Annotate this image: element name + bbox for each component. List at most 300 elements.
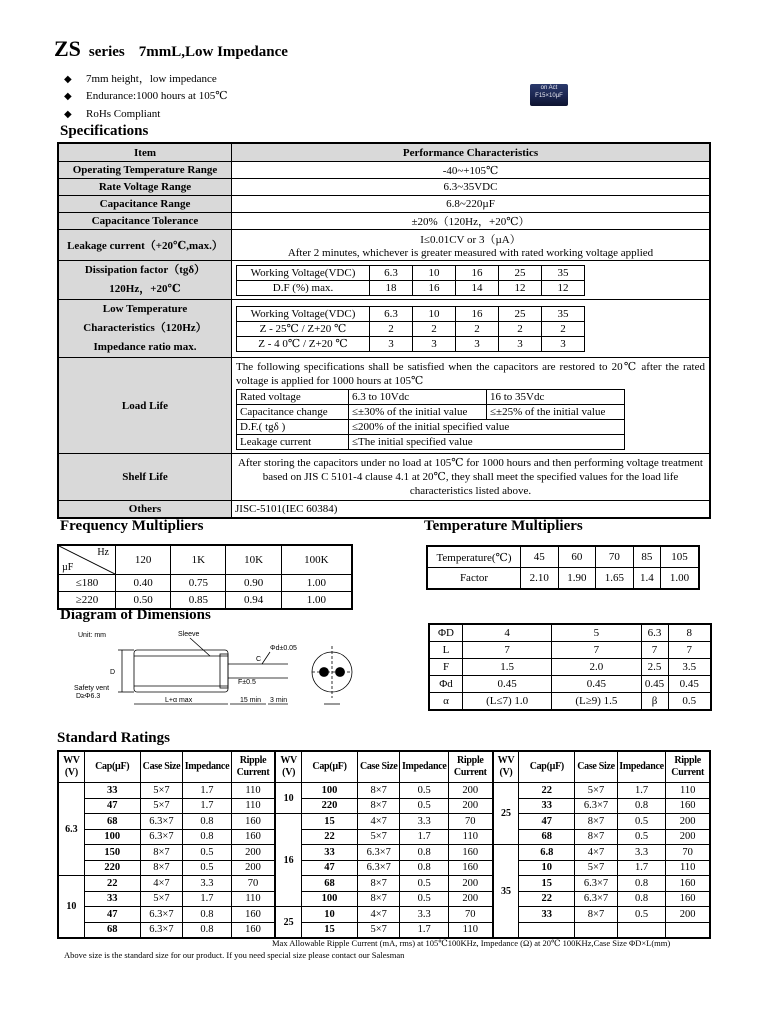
cell: β: [641, 693, 668, 711]
load-life-row: [237, 420, 625, 435]
column-header-impedance: Impedance: [400, 751, 449, 783]
ripple-cell: 160: [666, 891, 710, 907]
impedance-cell: 0.5: [400, 891, 449, 907]
cell: 3: [456, 336, 499, 351]
cap-cell: 33: [519, 907, 575, 923]
lead-3-label: 3 min: [270, 697, 288, 704]
cell: 7: [641, 642, 668, 659]
cell: 6.3 to 10Vdc: [349, 390, 487, 405]
cap-cell: 33: [84, 891, 140, 907]
impedance-cell: 0.5: [183, 845, 232, 861]
leakage-formula: I≤0.01CV or 3（µA）: [420, 234, 521, 246]
df-header-row: [237, 265, 585, 280]
series-code: ZS: [54, 36, 81, 61]
ripple-cell: 110: [666, 783, 710, 799]
cap-cell: 150: [84, 845, 140, 861]
impedance-cell: 1.7: [617, 860, 666, 876]
cap-cell: 47: [302, 860, 358, 876]
impedance-cell: 0.8: [183, 922, 232, 938]
row-value: -40~+105℃: [232, 162, 711, 179]
impedance-cell: 3.3: [400, 814, 449, 830]
impedance-cell: 1.7: [400, 922, 449, 938]
row-value: [232, 230, 711, 261]
d-dimension-label: D: [110, 669, 116, 676]
case-cell: 5×7: [140, 798, 182, 814]
cell: L: [429, 642, 463, 659]
table-header-row: [58, 545, 352, 575]
cap-cell: 220: [84, 860, 140, 876]
case-cell: 8×7: [575, 829, 617, 845]
cell: 1.90: [558, 568, 596, 590]
row-label: Others: [58, 501, 232, 519]
impedance-cell: 0.5: [183, 860, 232, 876]
load-life-table: [236, 389, 625, 450]
column-header-item: Item: [58, 143, 232, 162]
case-cell: 4×7: [575, 845, 617, 861]
row-value: [232, 261, 711, 300]
table-row: [58, 876, 710, 892]
ripple-cell: 200: [231, 845, 275, 861]
row-label: Operating Temperature Range: [58, 162, 232, 179]
dimension-drawing: [70, 628, 380, 720]
photo-text: on Act: [540, 85, 558, 91]
case-cell: 5×7: [358, 922, 400, 938]
lowtemp-header-row: [237, 306, 585, 321]
ripple-cell: 160: [231, 829, 275, 845]
row-label: Capacitance Range: [58, 196, 232, 213]
impedance-cell: 0.5: [400, 798, 449, 814]
cell: Factor: [427, 568, 521, 590]
cap-cell: [519, 922, 575, 938]
ripple-cell: 70: [666, 845, 710, 861]
case-cell: [575, 922, 617, 938]
cell: Rated voltage: [237, 390, 349, 405]
row-label: Capacitance Tolerance: [58, 213, 232, 230]
lead-15-label: 15 min: [240, 697, 262, 704]
case-cell: 6.3×7: [140, 829, 182, 845]
feature-text: RoHs Compliant: [86, 108, 161, 120]
table-row: [427, 546, 699, 568]
frequency-heading: Frequency Multipliers: [60, 518, 204, 534]
photo-text: F15×10μF: [535, 93, 563, 99]
table-row: [58, 358, 710, 454]
case-cell: 6.3×7: [575, 798, 617, 814]
wv-cell: 25: [493, 783, 519, 845]
cell: D.F (%) max.: [237, 280, 370, 295]
case-cell: 6.3×7: [358, 860, 400, 876]
cell: 35: [542, 265, 585, 280]
feature-item: [64, 89, 228, 102]
table-row: [58, 162, 710, 179]
load-life-text: The following specifications shall be satisfied when the capacitors are restored to 20℃ after the rated voltage is applied for 1000 hours at 105℃: [236, 361, 705, 387]
row-label: Load Life: [58, 358, 232, 454]
cell: 1.00: [281, 575, 352, 592]
cap-cell: 22: [302, 829, 358, 845]
cell: 1.00: [660, 568, 699, 590]
cap-cell: 33: [84, 783, 140, 799]
load-life-row: [237, 435, 625, 450]
column-header-ripple: Ripple Current: [666, 751, 710, 783]
cell: 10: [413, 265, 456, 280]
wv-cell: 10: [58, 876, 84, 939]
specifications-heading: Specifications: [60, 123, 149, 139]
series-description: 7mmL,Low Impedance: [138, 44, 288, 60]
table-row: [58, 922, 710, 938]
ripple-cell: 110: [231, 783, 275, 799]
cap-cell: 33: [519, 798, 575, 814]
cap-cell: 68: [302, 876, 358, 892]
df-table: [236, 265, 585, 296]
column-header-wv: WV (V): [493, 751, 519, 783]
cell: ≤The initial specified value: [349, 435, 625, 450]
cell: 6.3: [641, 624, 668, 642]
cell: 105: [660, 546, 699, 568]
case-cell: 4×7: [358, 907, 400, 923]
table-header-row: [58, 751, 710, 783]
ripple-cell: 200: [666, 907, 710, 923]
ripple-cell: 200: [449, 798, 493, 814]
cell: Working Voltage(VDC): [237, 306, 370, 321]
impedance-cell: 0.5: [400, 876, 449, 892]
case-cell: 8×7: [358, 876, 400, 892]
unit-label: Unit: mm: [78, 632, 106, 639]
cell: 16: [456, 265, 499, 280]
df-label-line: Dissipation factor（tgδ）: [84, 264, 206, 276]
cell: ≤±25% of the initial value: [487, 405, 625, 420]
cap-cell: 47: [84, 907, 140, 923]
impedance-cell: 0.8: [617, 798, 666, 814]
cell: 0.75: [171, 575, 226, 592]
column-header-impedance: Impedance: [617, 751, 666, 783]
case-cell: 6.3×7: [358, 845, 400, 861]
cell: 4: [463, 624, 552, 642]
cell: Capacitance change: [237, 405, 349, 420]
case-cell: 5×7: [140, 783, 182, 799]
table-row: [429, 642, 711, 659]
table-row: [58, 261, 710, 300]
impedance-cell: 0.5: [617, 814, 666, 830]
cap-cell: 100: [302, 891, 358, 907]
cell: 0.5: [668, 693, 711, 711]
cell: 0.85: [171, 592, 226, 610]
ripple-cell: 200: [449, 783, 493, 799]
cell: (L≤7) 1.0: [463, 693, 552, 711]
row-value: ±20%（120Hz，+20℃）: [232, 213, 711, 230]
df-label-line: 120Hz，+20℃: [109, 283, 181, 295]
lowtemp-label-line: Impedance ratio max.: [93, 341, 197, 353]
impedance-cell: 3.3: [400, 907, 449, 923]
load-life-row: [237, 390, 625, 405]
feature-item: [64, 108, 160, 120]
leakage-note: After 2 minutes, whichever is greater measured with rated working voltage applied: [287, 247, 654, 259]
cell: Z - 25℃ / Z+20 ℃: [237, 321, 370, 336]
lead-diameter-label: Φd±0.05: [270, 645, 297, 652]
load-life-row: [237, 405, 625, 420]
impedance-cell: 0.8: [183, 907, 232, 923]
safety-vent-label: Safety vent: [74, 685, 110, 692]
wv-cell: 35: [493, 845, 519, 939]
table-row: [58, 829, 710, 845]
table-row: [58, 783, 710, 799]
table-row: [58, 501, 710, 519]
table-row: [429, 624, 711, 642]
column-header-case: Case Size: [358, 751, 400, 783]
cap-cell: 47: [84, 798, 140, 814]
cap-cell: 22: [519, 783, 575, 799]
cap-cell: 6.8: [519, 845, 575, 861]
cell: D.F.( tgδ ): [237, 420, 349, 435]
table-row: [58, 845, 710, 861]
cell: 12: [542, 280, 585, 295]
cell: 3: [499, 336, 542, 351]
cell: Φd: [429, 676, 463, 693]
table-row: [429, 693, 711, 711]
impedance-cell: 1.7: [400, 829, 449, 845]
standard-ratings-table: [57, 750, 711, 939]
case-cell: 8×7: [358, 891, 400, 907]
cap-cell: 10: [302, 907, 358, 923]
impedance-cell: 0.8: [183, 829, 232, 845]
case-cell: 6.3×7: [140, 907, 182, 923]
lead-leader-line: [262, 652, 270, 664]
case-cell: 6.3×7: [575, 876, 617, 892]
ripple-cell: 160: [231, 922, 275, 938]
column-header-cap: Cap(µF): [519, 751, 575, 783]
column-header-wv: WV (V): [275, 751, 301, 783]
cell: 2: [499, 321, 542, 336]
impedance-cell: 0.5: [400, 783, 449, 799]
cell: 2.5: [641, 659, 668, 676]
cap-cell: 100: [302, 783, 358, 799]
cap-cell: 15: [519, 876, 575, 892]
cap-cell: 68: [84, 922, 140, 938]
uf-label: µF: [62, 562, 74, 573]
cell: 2: [456, 321, 499, 336]
impedance-cell: 0.8: [183, 814, 232, 830]
bullet-icon: ◆: [64, 109, 72, 120]
impedance-cell: 0.8: [617, 891, 666, 907]
cell: (L≥9) 1.5: [552, 693, 641, 711]
cell: 14: [456, 280, 499, 295]
impedance-cell: [617, 922, 666, 938]
cell: 0.45: [463, 676, 552, 693]
cell: 3: [370, 336, 413, 351]
impedance-cell: 3.3: [617, 845, 666, 861]
row-value: 6.8~220µF: [232, 196, 711, 213]
table-row: [58, 814, 710, 830]
cell: 16: [456, 306, 499, 321]
feature-item: [64, 70, 217, 86]
cell: 7: [552, 642, 641, 659]
case-cell: 6.3×7: [140, 814, 182, 830]
cell: 85: [633, 546, 660, 568]
case-cell: 5×7: [358, 829, 400, 845]
cell: 0.45: [668, 676, 711, 693]
impedance-cell: 0.8: [617, 876, 666, 892]
ripple-cell: 110: [449, 922, 493, 938]
sleeve-leader-line: [190, 638, 210, 656]
cell: 10K: [226, 545, 281, 575]
wv-cell: 25: [275, 907, 301, 939]
corner-cell: [58, 545, 116, 575]
cell: 60: [558, 546, 596, 568]
c-mark: C: [256, 656, 262, 663]
ripple-cell: 200: [449, 891, 493, 907]
column-header-case: Case Size: [575, 751, 617, 783]
column-header-impedance: Impedance: [183, 751, 232, 783]
cell: 2: [370, 321, 413, 336]
df-value-row: [237, 280, 585, 295]
cell: Leakage current: [237, 435, 349, 450]
ripple-cell: 200: [666, 814, 710, 830]
ripple-cell: 160: [231, 907, 275, 923]
cell: ≥220: [58, 592, 116, 610]
rubber-seal: [220, 654, 228, 688]
cap-cell: 33: [302, 845, 358, 861]
row-label: Shelf Life: [58, 454, 232, 501]
cell: 1.00: [281, 592, 352, 610]
table-row: [58, 179, 710, 196]
wv-cell: 6.3: [58, 783, 84, 876]
cell: 7: [668, 642, 711, 659]
ripple-cell: 110: [231, 891, 275, 907]
table-row: [427, 568, 699, 590]
cell: F: [429, 659, 463, 676]
dimensions-heading: Diagram of Dimensions: [60, 607, 211, 623]
cell: 18: [370, 280, 413, 295]
ripple-cell: 200: [231, 860, 275, 876]
cell: 0.40: [116, 575, 171, 592]
ripple-cell: 70: [231, 876, 275, 892]
temperature-heading: Temperature Multipliers: [424, 518, 583, 534]
column-header-wv: WV (V): [58, 751, 84, 783]
row-value: 6.3~35VDC: [232, 179, 711, 196]
cell: 120: [116, 545, 171, 575]
cell: 6.3: [370, 265, 413, 280]
frequency-multipliers-table: [57, 544, 353, 610]
cap-cell: 100: [84, 829, 140, 845]
cell: 6.3: [370, 306, 413, 321]
page-title: [54, 36, 288, 62]
impedance-cell: 1.7: [183, 798, 232, 814]
column-header-cap: Cap(µF): [302, 751, 358, 783]
column-header-ripple: Ripple Current: [449, 751, 493, 783]
cap-cell: 220: [302, 798, 358, 814]
cell: 3.5: [668, 659, 711, 676]
row-label: Rate Voltage Range: [58, 179, 232, 196]
ripple-cell: 110: [666, 860, 710, 876]
ripple-cell: 160: [666, 876, 710, 892]
case-cell: 4×7: [358, 814, 400, 830]
table-row: [58, 891, 710, 907]
ripple-cell: 160: [666, 798, 710, 814]
case-cell: 6.3×7: [575, 891, 617, 907]
impedance-cell: 0.8: [400, 845, 449, 861]
cell: ΦD: [429, 624, 463, 642]
impedance-cell: 0.5: [617, 829, 666, 845]
cell: Working Voltage(VDC): [237, 265, 370, 280]
table-row: [58, 454, 710, 501]
row-label: Leakage current（+20℃,max.）: [58, 230, 232, 261]
impedance-cell: 1.7: [183, 891, 232, 907]
cell: 16 to 35Vdc: [487, 390, 625, 405]
cell: 0.94: [226, 592, 281, 610]
cap-cell: 68: [519, 829, 575, 845]
table-row: [429, 676, 711, 693]
bullet-icon: ◆: [64, 74, 72, 85]
column-header-case: Case Size: [140, 751, 182, 783]
cell: Temperature(℃): [427, 546, 521, 568]
feature-text: 7mm height，low impedance: [86, 73, 217, 85]
cell: 12: [499, 280, 542, 295]
case-cell: 8×7: [358, 798, 400, 814]
cell: 2: [413, 321, 456, 336]
cap-cell: 15: [302, 814, 358, 830]
lowtemp-row: [237, 336, 585, 351]
case-cell: 5×7: [140, 891, 182, 907]
ripple-cell: [666, 922, 710, 938]
case-cell: 8×7: [140, 845, 182, 861]
cell: 0.50: [116, 592, 171, 610]
series-word: series: [88, 44, 125, 60]
cap-cell: 15: [302, 922, 358, 938]
cell: ≤±30% of the initial value: [349, 405, 487, 420]
case-cell: 8×7: [140, 860, 182, 876]
low-temp-table: [236, 306, 585, 352]
cell: ≤180: [58, 575, 116, 592]
impedance-cell: 1.7: [617, 783, 666, 799]
safety-vent-condition: D≥Φ6.3: [76, 693, 101, 700]
cell: 0.45: [641, 676, 668, 693]
specifications-table: [57, 142, 711, 519]
ripple-cell: 160: [231, 814, 275, 830]
cell: 3: [413, 336, 456, 351]
cell: 1.5: [463, 659, 552, 676]
product-photo: [530, 84, 568, 106]
case-cell: 8×7: [358, 783, 400, 799]
row-label: [58, 261, 232, 300]
cell: 10: [413, 306, 456, 321]
wv-cell: 10: [275, 783, 301, 814]
cell: α: [429, 693, 463, 711]
length-label: L+α max: [165, 697, 193, 704]
row-value: [232, 300, 711, 358]
table-row: [58, 300, 710, 358]
cap-cell: 22: [84, 876, 140, 892]
table-header-row: [58, 143, 710, 162]
cell: 7: [463, 642, 552, 659]
cell: ≤200% of the initial specified value: [349, 420, 625, 435]
table-row: [58, 196, 710, 213]
table-row: [58, 907, 710, 923]
dimension-table: [428, 623, 712, 711]
ripple-cell: 160: [449, 845, 493, 861]
cap-cell: 68: [84, 814, 140, 830]
table-row: [58, 230, 710, 261]
cell: 100K: [281, 545, 352, 575]
column-header-ripple: Ripple Current: [231, 751, 275, 783]
cell: 5: [552, 624, 641, 642]
column-header-cap: Cap(µF): [84, 751, 140, 783]
cell: 45: [521, 546, 559, 568]
ripple-cell: 200: [449, 876, 493, 892]
table-row: [58, 575, 352, 592]
lowtemp-label-line: Characteristics（120Hz）: [83, 322, 207, 334]
bullet-icon: ◆: [64, 91, 72, 102]
table-row: [58, 860, 710, 876]
temperature-multipliers-table: [426, 545, 700, 590]
row-value: After storing the capacitors under no load at 105℃ for 1000 hours and then performing voltage treatment based on JIS C 5101-4 clause 4.1 at 20℃, they shall meet the specified values for the load life characteristics listed above.: [232, 454, 711, 501]
